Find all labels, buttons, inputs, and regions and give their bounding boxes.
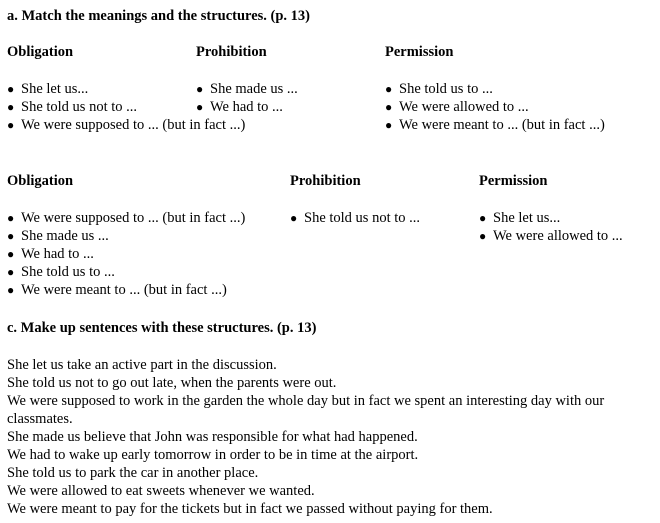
bullet-icon: ● [385, 100, 393, 114]
bullet-icon: ● [7, 82, 15, 96]
bullet-icon: ● [385, 118, 393, 132]
section-a-column-permission [385, 43, 605, 134]
section-a-heading: a. Match the meanings and the structures. (p. 13) [7, 8, 311, 24]
bullet-icon: ● [7, 118, 15, 132]
sentence: We were meant to pay for the tickets but in fact we passed without paying for them. [7, 501, 493, 517]
list-item: ● We were allowed to ... [479, 228, 623, 244]
sentence: We were allowed to eat sweets whenever we wanted. [7, 483, 315, 499]
list-item: ● She let us... [7, 81, 89, 97]
list-item: ● We were meant to ... (but in fact ...) [7, 282, 227, 298]
item-list [385, 80, 605, 134]
bullet-icon: ● [479, 229, 487, 243]
sentence: She told us to park the car in another place. [7, 465, 259, 481]
column-title: Permission [385, 44, 454, 60]
list-item: ● She told us to ... [385, 81, 493, 97]
section-b-column-prohibition [290, 172, 420, 227]
column-title: Permission [479, 173, 548, 189]
bullet-icon: ● [7, 211, 15, 225]
bullet-icon: ● [7, 283, 15, 297]
list-item: ● She let us... [479, 210, 561, 226]
bullet-icon: ● [7, 100, 15, 114]
sentence: She made us believe that John was responsible for what had happened. [7, 429, 418, 445]
section-b-column-obligation [7, 172, 245, 299]
list-item: ● She made us ... [7, 228, 109, 244]
list-item: ● We were meant to ... (but in fact ...) [385, 117, 605, 133]
list-item: ● We were supposed to ... (but in fact ...) [7, 210, 246, 226]
section-a-column-prohibition [196, 43, 298, 116]
sentence: We had to wake up early tomorrow in order to be in time at the airport. [7, 447, 419, 463]
item-list [290, 209, 420, 227]
list-item: ● She made us ... [196, 81, 298, 97]
list-item: ● We were supposed to ... (but in fact ...) [7, 117, 246, 133]
bullet-icon: ● [479, 211, 487, 225]
bullet-icon: ● [7, 229, 15, 243]
bullet-icon: ● [7, 265, 15, 279]
item-list [479, 209, 623, 245]
bullet-icon: ● [385, 82, 393, 96]
column-title: Prohibition [196, 44, 267, 60]
item-list [196, 80, 298, 116]
column-title: Obligation [7, 44, 74, 60]
column-title: Obligation [7, 173, 74, 189]
bullet-icon: ● [7, 247, 15, 261]
sentence: She told us not to go out late, when the parents were out. [7, 375, 337, 391]
item-list [7, 209, 245, 299]
section-c-heading: c. Make up sentences with these structures. (p. 13) [7, 320, 317, 336]
sentence: She let us take an active part in the discussion. [7, 357, 277, 373]
list-item: ● We had to ... [196, 99, 283, 115]
bullet-icon: ● [290, 211, 298, 225]
list-item: ● She told us not to ... [290, 210, 421, 226]
bullet-icon: ● [196, 100, 204, 114]
section-b-column-permission [479, 172, 623, 245]
sentence-list [7, 356, 659, 518]
list-item: ● We were allowed to ... [385, 99, 529, 115]
list-item: ● She told us not to ... [7, 99, 138, 115]
bullet-icon: ● [196, 82, 204, 96]
list-item: ● We had to ... [7, 246, 94, 262]
column-title: Prohibition [290, 173, 361, 189]
list-item: ● She told us to ... [7, 264, 115, 280]
sentence: We were supposed to work in the garden the whole day but in fact we spent an interesting day with our classmates. [7, 393, 605, 427]
